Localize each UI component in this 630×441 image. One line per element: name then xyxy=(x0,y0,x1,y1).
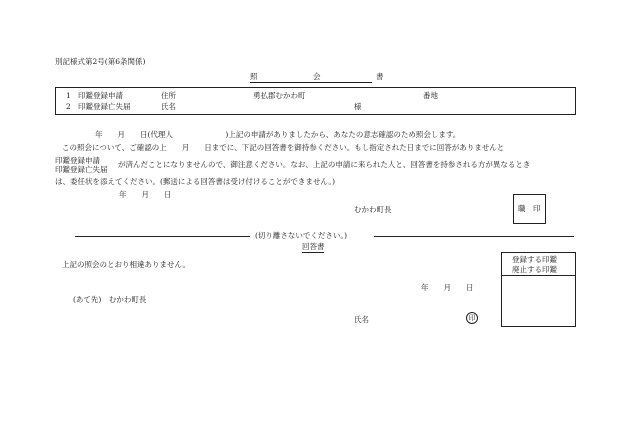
official-seal-label: 職 印 xyxy=(518,204,541,213)
seal-mark-icon: 印 xyxy=(466,312,478,324)
body-stack-top: 印鑑登録申請 xyxy=(55,156,100,165)
seal-box-line-1: 登録する印鑑 xyxy=(512,255,557,264)
row2-honorific: 様 xyxy=(354,102,362,111)
form-number-label: 別記様式第2号(第6条関係) xyxy=(55,57,146,66)
cut-line-left xyxy=(75,236,250,237)
seal-box-line-2: 廃止する印鑑 xyxy=(512,265,557,274)
row1-town: 勇払郡むかわ町 xyxy=(253,91,306,100)
row2-name-label: 氏名 xyxy=(161,102,176,111)
reply-title: 回答書 xyxy=(302,242,325,251)
issue-date-line: 年 月 日 xyxy=(119,190,172,199)
body-stack-bottom: 印鑑登録亡失届 xyxy=(55,165,108,174)
reply-addressee: (あて先) むかわ町長 xyxy=(73,295,147,304)
reply-title-underline xyxy=(302,252,324,253)
cut-notice: (切り離さないでください。) xyxy=(255,231,348,240)
row1-lot: 番地 xyxy=(423,91,438,100)
issuer-name: むかわ町長 xyxy=(354,205,392,214)
seal-box-divider xyxy=(501,275,576,276)
request-box xyxy=(55,87,576,115)
row2-type: 印鑑登録亡失届 xyxy=(78,102,131,111)
row1-type: 印鑑登録申請 xyxy=(78,91,123,100)
body-line-1: 年 月 日(代理人 )上記の申請がありましたから、あなたの意志確認のため照会します。 xyxy=(95,130,461,139)
title-underline xyxy=(250,82,372,83)
body-line-2: この照会について、ご確認の上 月 日までに、下記の回答書を御持参ください。もし指定された日までに回答がありませんと xyxy=(62,143,505,152)
row2-number: 2 xyxy=(66,102,71,111)
reply-name-label: 氏名 xyxy=(354,315,369,324)
body-line-4: は、委任状を添えてください。(郵送による回答書は受け付けることができません。) xyxy=(55,177,336,186)
row1-address-label: 住所 xyxy=(161,91,176,100)
reply-date-line: 年 月 日 xyxy=(421,283,474,292)
cut-line-right xyxy=(374,236,574,237)
reply-statement: 上記の照会のとおり相違ありません。 xyxy=(62,260,190,269)
row1-number: 1 xyxy=(66,91,71,100)
form-title: 照 会 書 xyxy=(250,72,387,81)
body-line-3: が済んだことになりませんので、御注意ください。なお、上記の申請に来られた人と、回答書を持参される方が異なるとき xyxy=(118,160,531,169)
